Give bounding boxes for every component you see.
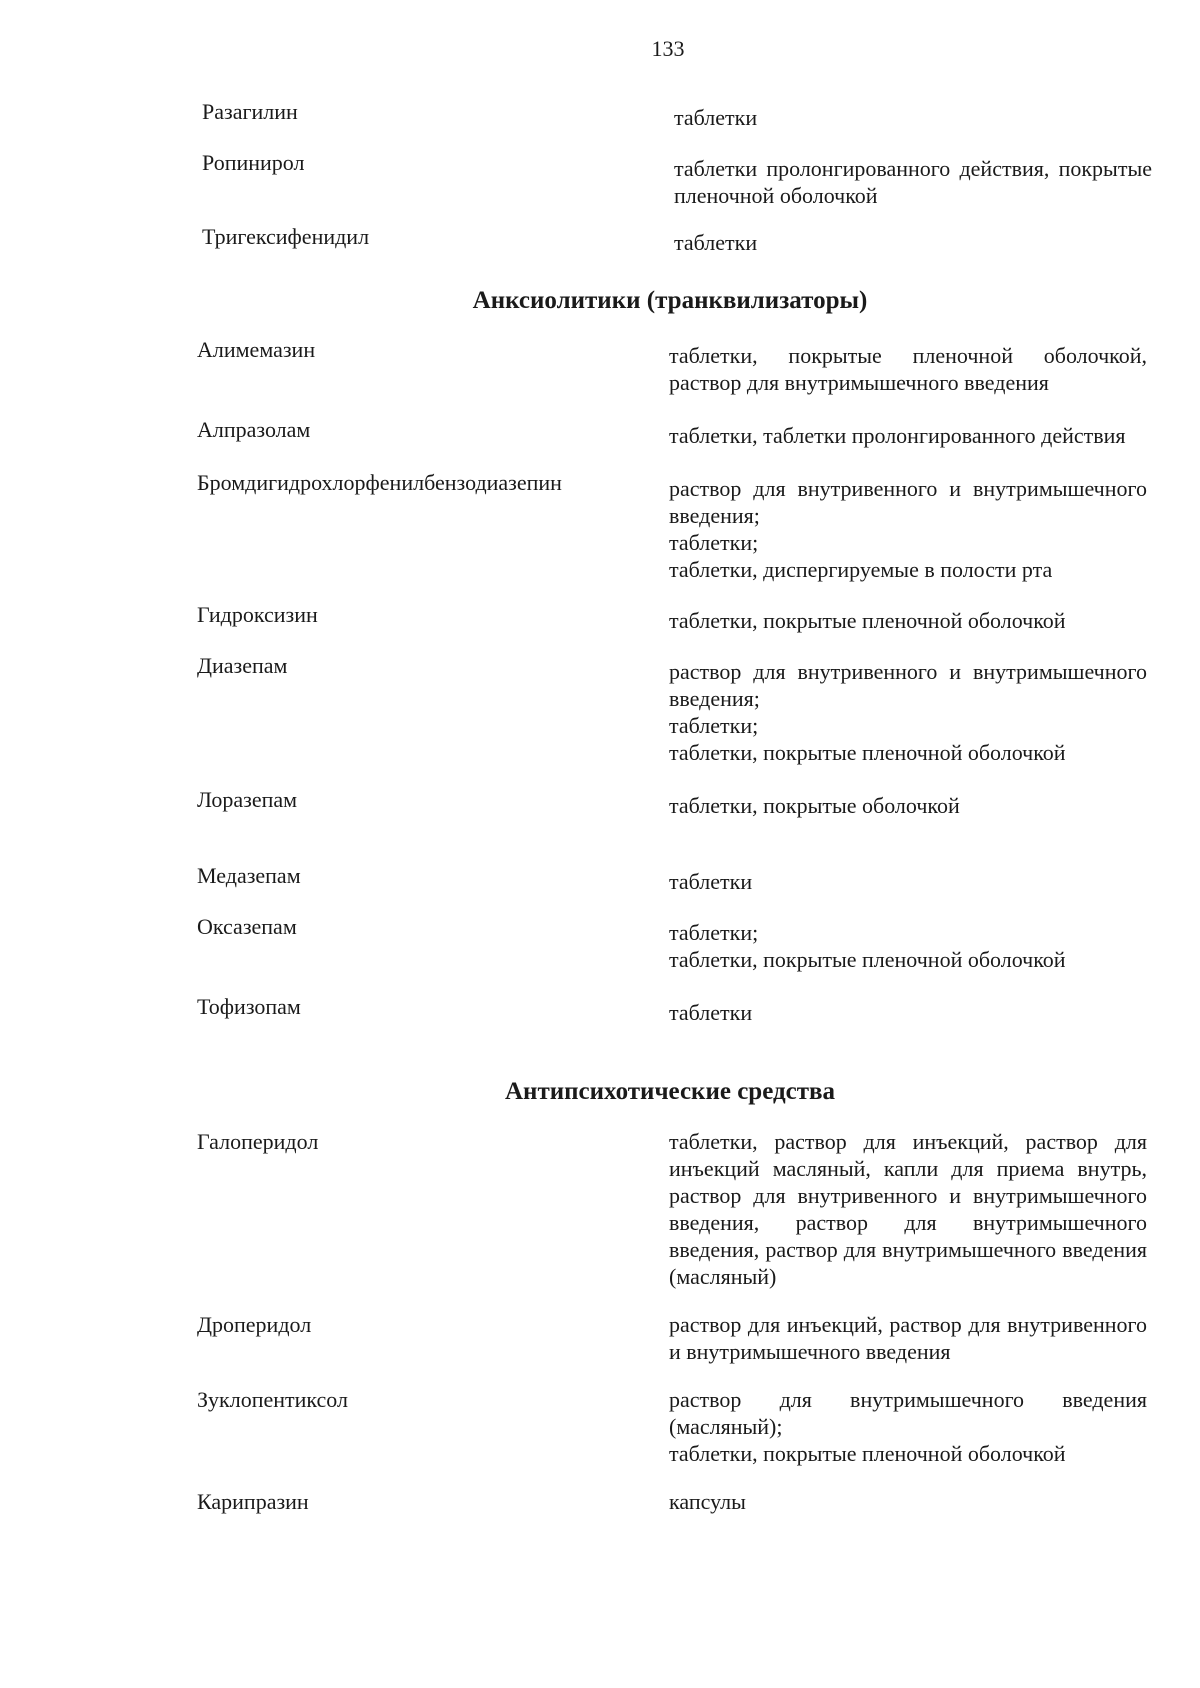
drug-name: Лоразепам	[197, 787, 298, 812]
section-antipsychotics-heading-wrap	[140, 1078, 1200, 1106]
drug-name: Бромдигидрохлорфенилбензодиазепин	[197, 470, 562, 495]
drug-name: Разагилин	[202, 99, 298, 124]
dosage-form: таблетки пролонгированного действия, покрытые пленочной оболочкой	[674, 156, 1152, 208]
drug-name: Медазепам	[197, 863, 301, 888]
drug-row	[202, 98, 1152, 131]
drug-row	[197, 913, 1147, 973]
dosage-form: таблетки	[674, 230, 758, 255]
drug-name: Алимемазин	[197, 337, 316, 362]
dosage-form: раствор для внутривенного и внутримышечного введения; таблетки; таблетки, диспергируемые в полости рта	[669, 476, 1147, 582]
antipsychotics-list	[197, 1128, 1147, 1515]
drug-name: Тофизопам	[197, 994, 301, 1019]
drug-name: Гидроксизин	[197, 602, 318, 627]
section-heading: Антипсихотические средства	[505, 1078, 835, 1105]
section-anxiolytics-heading-wrap	[140, 287, 1200, 315]
dosage-form: таблетки; таблетки, покрытые пленочной оболочкой	[669, 920, 1066, 972]
drug-row	[197, 1386, 1147, 1467]
drug-row	[202, 149, 1152, 209]
dosage-form: таблетки	[669, 869, 753, 894]
page-number: 133	[651, 36, 685, 61]
drug-name: Диазепам	[197, 653, 288, 678]
drug-row	[197, 416, 1147, 449]
anxiolytics-list	[197, 336, 1147, 1026]
dosage-form: раствор для внутримышечного введения (масляный); таблетки, покрытые пленочной оболочкой	[669, 1387, 1147, 1466]
dosage-form: раствор для инъекций, раствор для внутривенного и внутримышечного введения	[669, 1312, 1147, 1364]
drug-row	[197, 1488, 1147, 1515]
drug-name: Тригексифенидил	[202, 224, 370, 249]
dosage-form: таблетки, покрытые оболочкой	[669, 793, 960, 818]
section-heading: Анксиолитики (транквилизаторы)	[472, 287, 868, 314]
drug-name: Дроперидол	[197, 1312, 312, 1337]
dosage-form: таблетки, покрытые пленочной оболочкой	[669, 608, 1066, 633]
drug-name: Зуклопентиксол	[197, 1387, 348, 1412]
drug-row	[197, 862, 1147, 895]
drug-name: Оксазепам	[197, 914, 297, 939]
drug-list-continued	[202, 98, 1152, 256]
dosage-form: таблетки	[674, 105, 758, 130]
drug-name: Алпразолам	[197, 417, 311, 442]
drug-name: Галоперидол	[197, 1129, 319, 1154]
dosage-form: раствор для внутривенного и внутримышечного введения; таблетки; таблетки, покрытые пленочной оболочкой	[669, 659, 1147, 765]
drug-row	[202, 223, 1152, 256]
drug-row	[197, 1128, 1147, 1290]
drug-row	[197, 652, 1147, 766]
drug-row	[197, 1311, 1147, 1365]
dosage-form: таблетки, таблетки пролонгированного действия	[669, 423, 1126, 448]
dosage-form: капсулы	[669, 1489, 746, 1514]
drug-name: Ропинирол	[202, 150, 305, 175]
dosage-form: таблетки	[669, 1000, 753, 1025]
dosage-form: таблетки, раствор для инъекций, раствор для инъекций масляный, капли для приема внутрь, раствор для внутривенного и внутримышечного введения, раствор для внутримышечного введения, раствор для внутримышечного введения (масляный)	[669, 1129, 1147, 1289]
drug-row	[197, 336, 1147, 396]
dosage-form: таблетки, покрытые пленочной оболочкой, раствор для внутримышечного введения	[669, 343, 1147, 395]
drug-row	[197, 469, 1147, 583]
drug-row	[197, 993, 1147, 1026]
drug-row	[197, 601, 1147, 634]
drug-name: Карипразин	[197, 1489, 309, 1514]
drug-row	[197, 786, 1147, 819]
